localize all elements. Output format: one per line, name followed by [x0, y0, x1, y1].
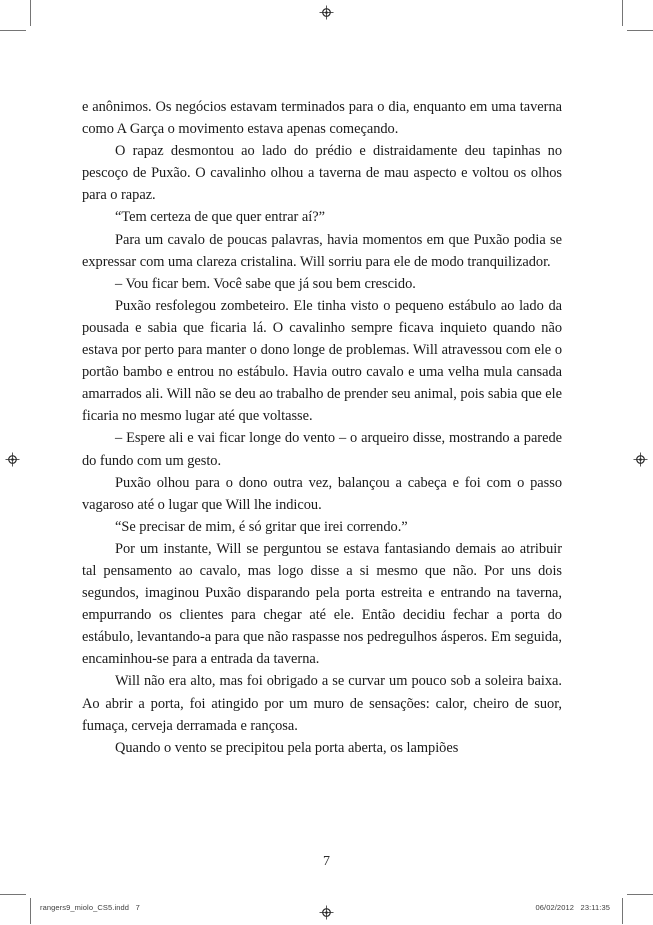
registration-target-icon-left	[5, 452, 20, 467]
crop-mark-bottom-right-vertical	[622, 898, 623, 924]
body-paragraph: O rapaz desmontou ao lado do prédio e distraidamente deu tapinhas no pescoço de Puxão. O cavalinho olhou a taverna de mau aspecto e voltou os olhos para o rapaz.	[82, 143, 562, 204]
crop-mark-bottom-left-horizontal	[0, 894, 26, 895]
body-paragraph: Para um cavalo de poucas palavras, havia momentos em que Puxão podia se expressar com uma clareza cristalina. Will sorriu para ele de modo tranquilizador.	[82, 231, 562, 270]
page-number-folio: 7	[323, 854, 330, 869]
page-text-block	[82, 96, 562, 759]
body-paragraph: Por um instante, Will se perguntou se estava fantasiando demais ao atribuir tal pensamento ao cavalo, mas logo disse a si mesmo que não. Por uns dois segundos, imaginou Puxão disparando pela porta estreita e entrando na taverna, empurrando os clientes para chegar até ele. Então decidiu fechar a porta do estábulo, levantando-a para que não raspasse nos pedregulhos ásperos. Em seguida, encaminhou-se para a entrada da taverna.	[82, 540, 562, 668]
slug-timestamp: 06/02/2012 23:11:35	[535, 903, 610, 912]
crop-mark-bottom-left-vertical	[30, 898, 31, 924]
body-paragraph: “Se precisar de mim, é só gritar que irei correndo.”	[115, 518, 408, 535]
body-paragraph: Puxão olhou para o dono outra vez, balançou a cabeça e foi com o passo vagaroso até o lugar que Will lhe indicou.	[82, 474, 562, 513]
body-paragraph: – Espere ali e vai ficar longe do vento – o arqueiro disse, mostrando a parede do fundo com um gesto.	[82, 430, 562, 469]
body-paragraph: Puxão resfolegou zombeteiro. Ele tinha visto o pequeno estábulo ao lado da pousada e sabia que ficaria lá. O cavalinho sempre ficava inquieto quando não estava por perto para manter o dono longe de problemas. Will atravessou com ele o portão bambo e entrou no estábulo. Havia outro cavalo e uma velha mula cansada amarrados ali. Will não se deu ao trabalho de prender seu animal, pois sabia que ele ficaria no mesmo lugar até que voltasse.	[82, 297, 562, 425]
body-paragraph: – Vou ficar bem. Você sabe que já sou bem crescido.	[115, 275, 416, 292]
body-paragraph: “Tem certeza de que quer entrar aí?”	[115, 209, 325, 226]
body-paragraph: e anônimos. Os negócios estavam terminados para o dia, enquanto em uma taverna como A Garça o movimento estava apenas começando.	[82, 99, 562, 138]
registration-target-icon-right	[633, 452, 648, 467]
crop-mark-top-right-vertical	[622, 0, 623, 26]
slug-filename: rangers9_miolo_CS5.indd 7	[40, 903, 140, 912]
registration-target-icon-bottom	[319, 905, 334, 920]
body-paragraph: Quando o vento se precipitou pela porta aberta, os lampiões	[115, 739, 459, 756]
registration-target-icon-top	[319, 5, 334, 20]
body-paragraph: Will não era alto, mas foi obrigado a se curvar um pouco sob a soleira baixa. Ao abrir a porta, foi atingido por um muro de sensações: calor, cheiro de suor, fumaça, cerveja derramada e rançosa.	[82, 673, 562, 734]
crop-mark-bottom-right-horizontal	[627, 894, 653, 895]
crop-mark-top-left-horizontal	[0, 30, 26, 31]
crop-mark-top-right-horizontal	[627, 30, 653, 31]
crop-mark-top-left-vertical	[30, 0, 31, 26]
